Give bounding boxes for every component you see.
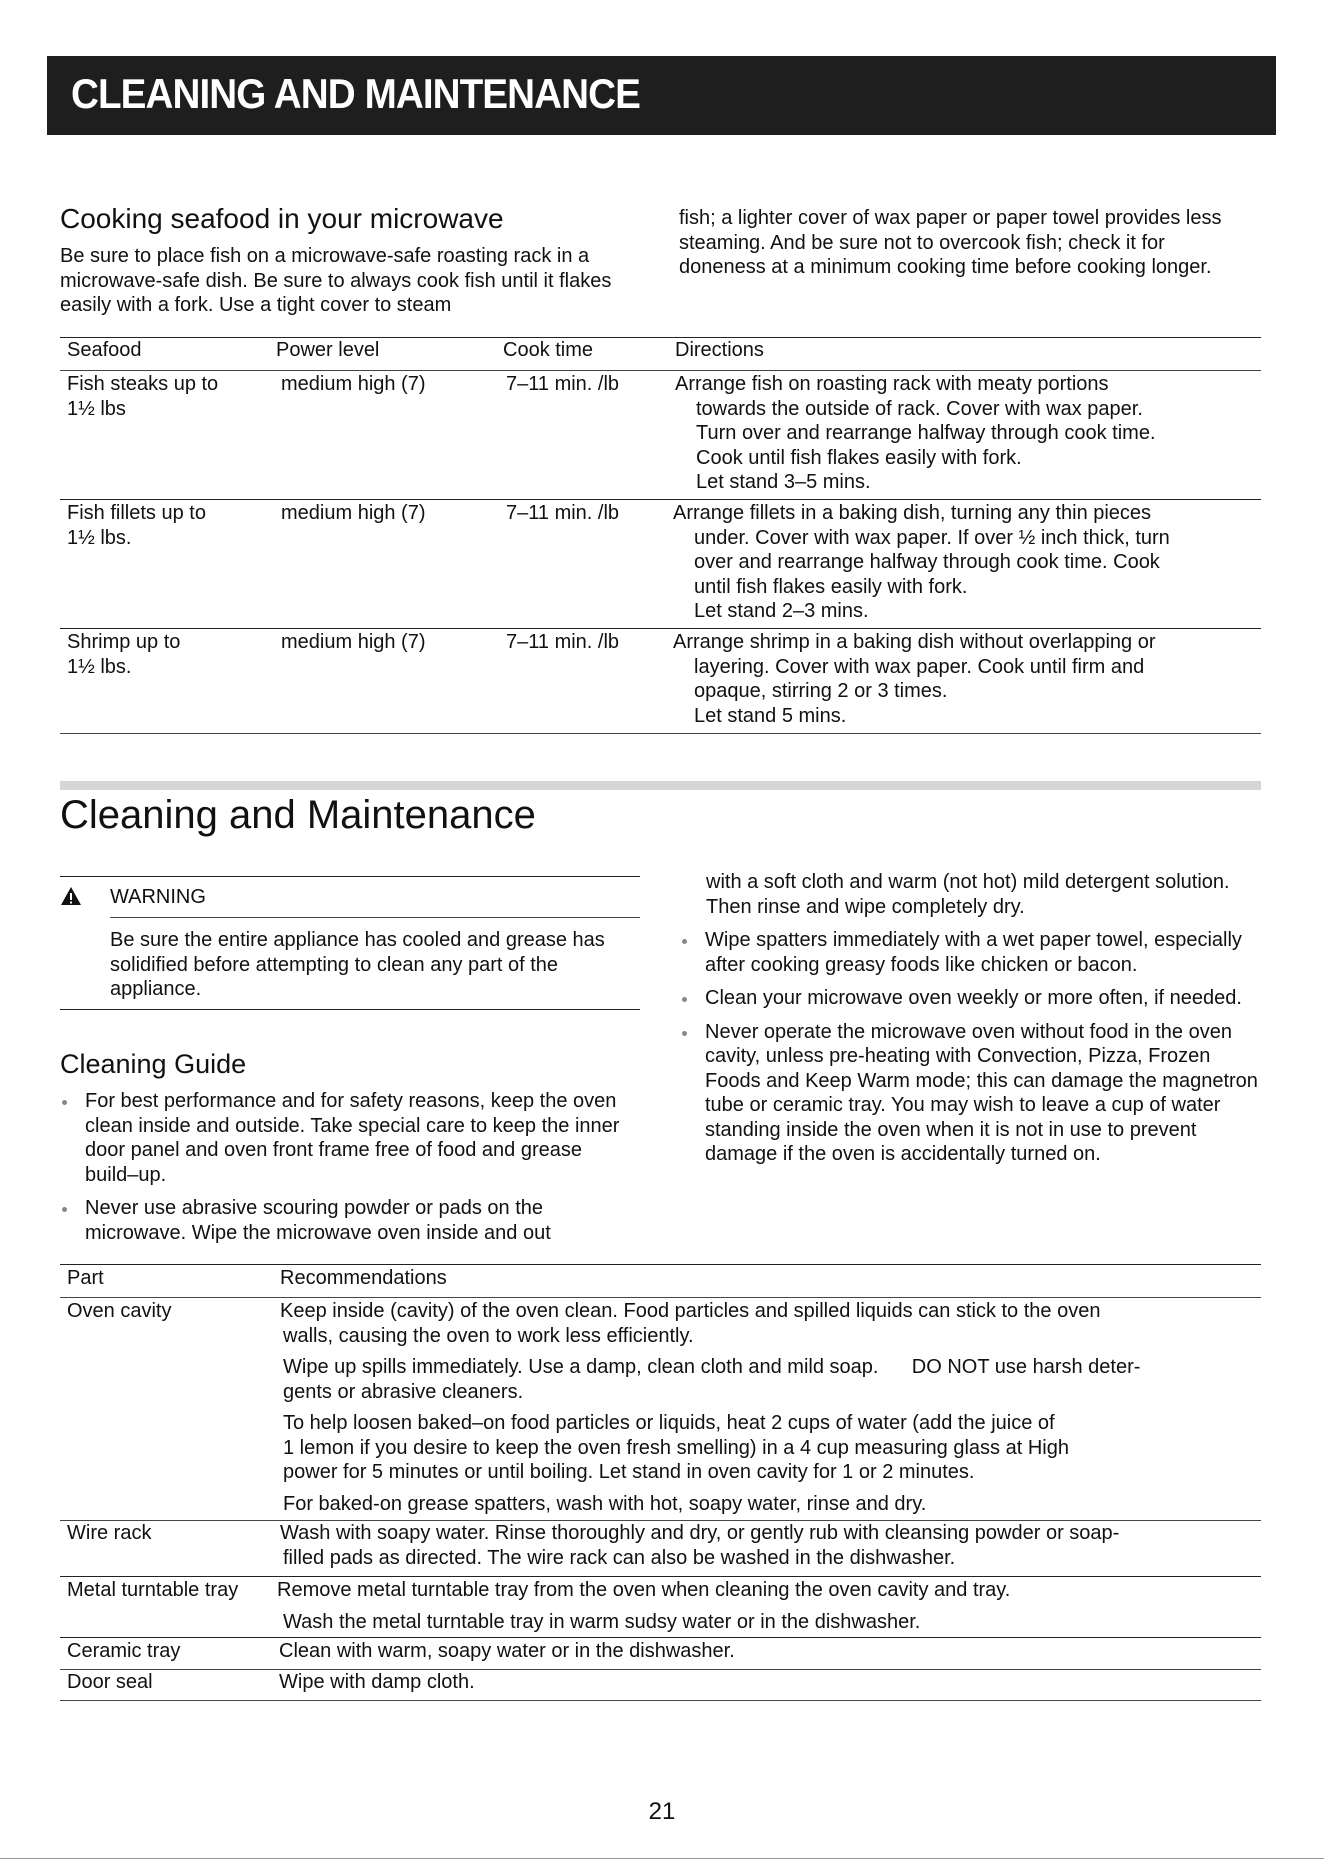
direction-line: Arrange fillets in a baking dish, turning any thin pieces bbox=[673, 502, 1152, 524]
direction-line: over and rearrange halfway through cook time. Cook bbox=[694, 551, 1160, 573]
warning-text: Be sure the entire appliance has cooled and grease has solidified before attempting to clean any part of the appliance. bbox=[110, 929, 605, 1000]
list-item bbox=[680, 928, 1258, 977]
rec-line: For baked-on grease spatters, wash with hot, soapy water, rinse and dry. bbox=[283, 1492, 927, 1515]
seafood-name-line: 1½ lbs. bbox=[67, 655, 132, 678]
seafood-name-line: Fish fillets up to bbox=[67, 502, 206, 524]
cleaning-guide-list-right bbox=[680, 928, 1258, 1176]
warning-label: WARNING bbox=[110, 886, 206, 908]
row-divider bbox=[60, 1637, 1261, 1638]
recommendation bbox=[280, 1492, 1260, 1517]
section-banner bbox=[47, 56, 1276, 135]
seafood-name-line: 1½ lbs. bbox=[67, 526, 132, 549]
warning-bottom-rule bbox=[60, 1009, 640, 1010]
seafood-heading: Cooking seafood in your microwave bbox=[60, 203, 504, 234]
cleaning-guide-continuation: with a soft cloth and warm (not hot) mild detergent solution. Then rinse and wipe completely dry. bbox=[706, 871, 1230, 918]
page-number: 21 bbox=[648, 1798, 676, 1825]
rec-line: gents or abrasive cleaners. bbox=[283, 1380, 524, 1403]
row-divider bbox=[60, 1576, 1261, 1577]
list-item bbox=[60, 1089, 635, 1187]
parts-table-bottom-rule bbox=[60, 1700, 1261, 1701]
part-name: Ceramic tray bbox=[67, 1640, 181, 1662]
direction-line: Cook until fish flakes easily with fork. bbox=[696, 446, 1022, 469]
parts-header-rule bbox=[60, 1297, 1261, 1298]
warning-top-rule bbox=[60, 876, 640, 877]
col-header-directions: Directions bbox=[675, 339, 764, 361]
rec-line: Keep inside (cavity) of the oven clean. Food particles and spilled liquids can stick to the oven bbox=[280, 1300, 1101, 1322]
row-divider bbox=[60, 628, 1261, 629]
col-header-part: Part bbox=[67, 1267, 104, 1289]
page-bottom-edge bbox=[0, 1858, 1324, 1859]
rec-line: Wash with soapy water. Rinse thoroughly and dry, or gently rub with cleansing powder or soap- bbox=[280, 1522, 1120, 1544]
parts-table-top-rule bbox=[60, 1264, 1261, 1265]
bullet-icon bbox=[682, 939, 687, 944]
directions bbox=[673, 501, 1263, 624]
rec-line: Remove metal turntable tray from the oven when cleaning the oven cavity and tray. bbox=[277, 1579, 1011, 1601]
warning-icon bbox=[60, 886, 82, 906]
direction-line: Turn over and rearrange halfway through cook time. bbox=[696, 422, 1156, 444]
part-name: Oven cavity bbox=[67, 1300, 172, 1322]
direction-line: Arrange fish on roasting rack with meaty portions bbox=[675, 373, 1109, 395]
directions bbox=[675, 372, 1265, 495]
seafood-name-line: 1½ lbs bbox=[67, 397, 126, 420]
list-item-text: Clean your microwave oven weekly or more often, if needed. bbox=[705, 987, 1242, 1009]
row-divider bbox=[60, 1669, 1261, 1670]
power-level: medium high (7) bbox=[281, 631, 426, 653]
col-header-seafood: Seafood bbox=[67, 339, 142, 361]
seafood-header-rule bbox=[60, 370, 1261, 371]
cook-time: 7–11 min. /lb bbox=[506, 373, 620, 395]
bullet-icon bbox=[682, 997, 687, 1002]
seafood-intro-right: fish; a lighter cover of wax paper or paper towel provides less steaming. And be sure not to overcook fish; check it for doneness at a minimum cooking time before cooking longer. bbox=[679, 207, 1222, 278]
list-item-text: Never use abrasive scouring powder or pads on the microwave. Wipe the microwave oven inside and out bbox=[85, 1197, 551, 1244]
rec-line: Wipe up spills immediately. Use a damp, clean cloth and mild soap. DO NOT use harsh deter- bbox=[283, 1356, 1141, 1378]
rec-line: 1 lemon if you desire to keep the oven fresh smelling) in a 4 cup measuring glass at High bbox=[283, 1436, 1069, 1459]
direction-line: until fish flakes easily with fork. bbox=[694, 575, 968, 598]
direction-line: towards the outside of rack. Cover with wax paper. bbox=[696, 397, 1143, 420]
bullet-icon bbox=[62, 1100, 67, 1105]
direction-line: under. Cover with wax paper. If over ½ inch thick, turn bbox=[694, 526, 1170, 549]
list-item bbox=[680, 1020, 1258, 1167]
banner-title: CLEANING AND MAINTENANCE bbox=[71, 70, 640, 117]
col-header-cooktime: Cook time bbox=[503, 339, 594, 361]
directions bbox=[673, 630, 1263, 728]
recommendation: Wipe with damp cloth. bbox=[279, 1671, 475, 1693]
recommendations bbox=[277, 1578, 1257, 1641]
recommendation: Clean with warm, soapy water or in the dishwasher. bbox=[279, 1640, 735, 1662]
cook-time: 7–11 min. /lb bbox=[506, 502, 620, 524]
power-level: medium high (7) bbox=[281, 373, 426, 395]
list-item-text: Never operate the microwave oven without food in the oven cavity, unless pre-heating with Convection, Pizza, Frozen Foods and Keep Warm mode; this can damage the magnetron tube or ceramic tray. You may wish to leave a cup of water standing inside the oven when it is not in use to prevent damage if the oven is accidentally turned on. bbox=[705, 1020, 1258, 1165]
seafood-name bbox=[67, 501, 206, 550]
seafood-name-line: Fish steaks up to bbox=[67, 373, 219, 395]
recommendations bbox=[280, 1299, 1260, 1523]
part-name: Wire rack bbox=[67, 1522, 152, 1544]
seafood-table-top-rule bbox=[60, 337, 1261, 338]
seafood-table-bottom-rule bbox=[60, 733, 1261, 734]
row-divider bbox=[60, 499, 1261, 500]
direction-line: layering. Cover with wax paper. Cook until firm and bbox=[694, 655, 1145, 678]
section-divider-bar bbox=[60, 781, 1261, 790]
list-item-text: For best performance and for safety reasons, keep the oven clean inside and outside. Take special care to keep the inner door panel and oven front frame free of food and grease build–up. bbox=[85, 1090, 620, 1186]
cook-time: 7–11 min. /lb bbox=[506, 631, 620, 653]
cleaning-guide-list-left bbox=[60, 1089, 635, 1254]
direction-line: Let stand 5 mins. bbox=[694, 704, 847, 727]
part-name: Metal turntable tray bbox=[67, 1579, 239, 1601]
col-header-recommendations: Recommendations bbox=[280, 1267, 447, 1289]
cleaning-guide-heading: Cleaning Guide bbox=[60, 1049, 247, 1079]
direction-line: opaque, stirring 2 or 3 times. bbox=[694, 680, 948, 702]
power-level: medium high (7) bbox=[281, 502, 426, 524]
direction-line: Let stand 2–3 mins. bbox=[694, 600, 869, 622]
rec-line: power for 5 minutes or until boiling. Let stand in oven cavity for 1 or 2 minutes. bbox=[283, 1461, 975, 1483]
seafood-name bbox=[67, 372, 218, 421]
rec-line: filled pads as directed. The wire rack can also be washed in the dishwasher. bbox=[283, 1546, 956, 1569]
direction-line: Arrange shrimp in a baking dish without overlapping or bbox=[673, 631, 1156, 653]
recommendations bbox=[280, 1521, 1260, 1577]
list-item bbox=[60, 1196, 635, 1245]
rec-line: Wash the metal turntable tray in warm sudsy water or in the dishwasher. bbox=[283, 1610, 921, 1633]
warning-inner-rule bbox=[110, 917, 640, 918]
recommendation bbox=[280, 1299, 1260, 1348]
recommendation bbox=[280, 1521, 1260, 1570]
rec-line: To help loosen baked–on food particles or liquids, heat 2 cups of water (add the juice of bbox=[283, 1412, 1055, 1434]
col-header-power: Power level bbox=[276, 339, 380, 361]
recommendation bbox=[277, 1578, 1257, 1603]
seafood-name-line: Shrimp up to bbox=[67, 631, 181, 653]
seafood-intro-left: Be sure to place fish on a microwave-safe roasting rack in a microwave-safe dish. Be sure to always cook fish until it flakes easily with a fork. Use a tight cover to steam bbox=[60, 245, 612, 316]
recommendation bbox=[280, 1411, 1260, 1485]
list-item bbox=[680, 986, 1258, 1011]
bullet-icon bbox=[62, 1207, 67, 1212]
bullet-icon bbox=[682, 1031, 687, 1036]
part-name: Door seal bbox=[67, 1671, 153, 1693]
direction-line: Let stand 3–5 mins. bbox=[696, 471, 871, 493]
maintenance-heading: Cleaning and Maintenance bbox=[60, 793, 536, 837]
rec-line: walls, causing the oven to work less efficiently. bbox=[283, 1324, 694, 1347]
recommendation bbox=[280, 1355, 1260, 1404]
seafood-name bbox=[67, 630, 180, 679]
list-item-text: Wipe spatters immediately with a wet paper towel, especially after cooking greasy foods like chicken or bacon. bbox=[705, 929, 1242, 976]
recommendation bbox=[277, 1610, 1257, 1635]
